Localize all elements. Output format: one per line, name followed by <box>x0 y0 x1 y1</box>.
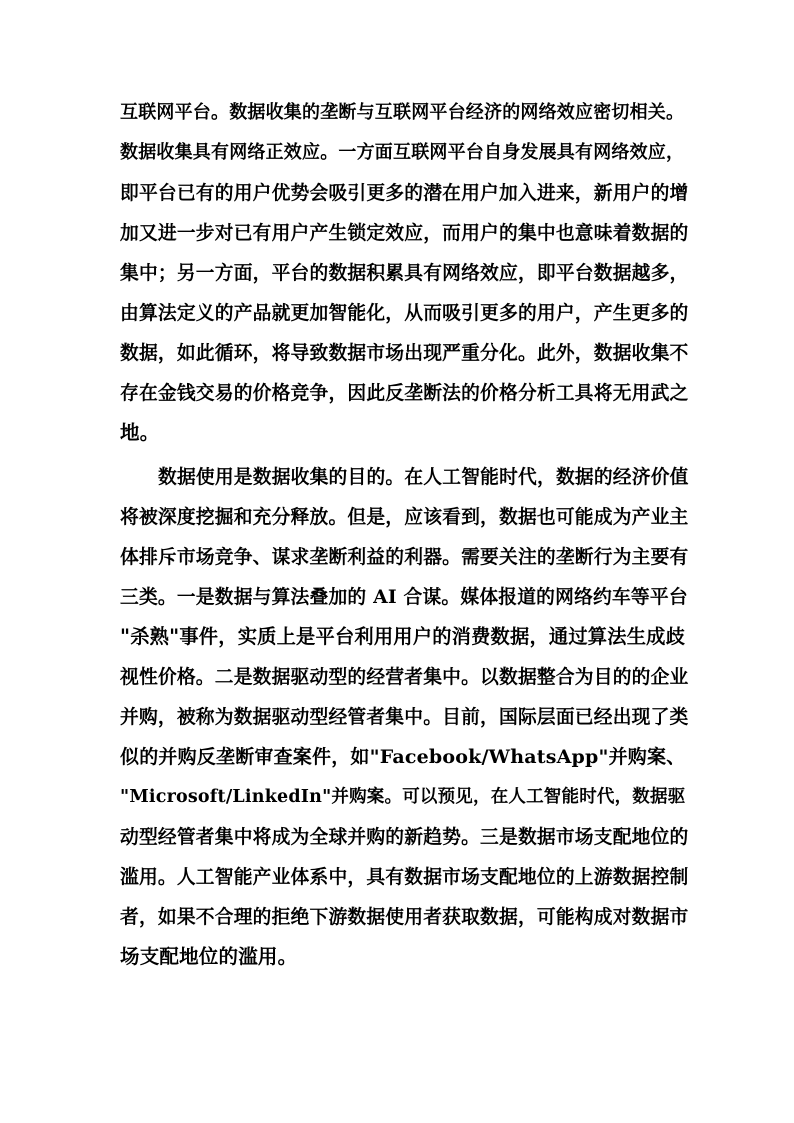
text-line-22: 场支配地位的滥用。 <box>120 945 298 968</box>
text-line-11: 将被深度挖掘和充分释放。但是，应该看到，数据也可能成为产业主 <box>120 506 689 528</box>
text-line-18: "Microsoft/LinkedIn"并购案。可以预见，在人工智能时代，数据驱 <box>120 787 686 807</box>
text-line-3: 即平台已有的用户优势会吸引更多的潜在用户加入进来，新用户的增 <box>120 182 689 204</box>
text-line-4: 加又进一步对已有用户产生锁定效应，而用户的集中也意味着数据的 <box>120 222 689 244</box>
text-line-2: 数据收集具有网络正效应。一方面互联网平台自身发展具有网络效应， <box>120 142 685 163</box>
text-line-16: 并购，被称为数据驱动型经管者集中。目前，国际层面已经出现了类 <box>120 706 689 728</box>
text-line-9: 地。 <box>120 421 160 444</box>
text-line-21: 者，如果不合理的拒绝下游数据使用者获取数据，可能构成对数据市 <box>120 906 689 928</box>
text-line-17: 似的并购反垄断审查案件，如"Facebook/WhatsApp"并购案、 <box>120 746 686 768</box>
text-line-19: 动型经管者集中将成为全球并购的新趋势。三是数据市场支配地位的 <box>120 826 689 848</box>
text-line-8: 存在金钱交易的价格竞争，因此反垄断法的价格分析工具将无用武之 <box>120 382 689 404</box>
text-line-20: 滥用。人工智能产业体系中，具有数据市场支配地位的上游数据控制 <box>120 866 689 888</box>
text-line-12: 体排斥市场竞争、谋求垄断利益的利器。需要关注的垄断行为主要有 <box>120 546 689 568</box>
text-line-14: "杀熟"事件，实质上是平台利用用户的消费数据，通过算法生成歧 <box>120 625 686 648</box>
text-line-10: 数据使用是数据收集的目的。在人工智能时代，数据的经济价值 <box>158 466 689 488</box>
text-line-1: 互联网平台。数据收集的垄断与互联网平台经济的网络效应密切相关。 <box>120 102 685 123</box>
text-line-15: 视性价格。二是数据驱动型的经营者集中。以数据整合为目的的企业 <box>120 666 689 688</box>
text-line-7: 数据，如此循环，将导致数据市场出现严重分化。此外，数据收集不 <box>120 342 689 364</box>
text-line-5: 集中；另一方面，平台的数据积累具有网络效应，即平台数据越多， <box>120 262 689 284</box>
text-line-6: 由算法定义的产品就更加智能化，从而吸引更多的用户，产生更多的 <box>120 302 689 324</box>
text-line-13: 三类。一是数据与算法叠加的 AI 合谋。媒体报道的网络约车等平台 <box>120 586 688 608</box>
